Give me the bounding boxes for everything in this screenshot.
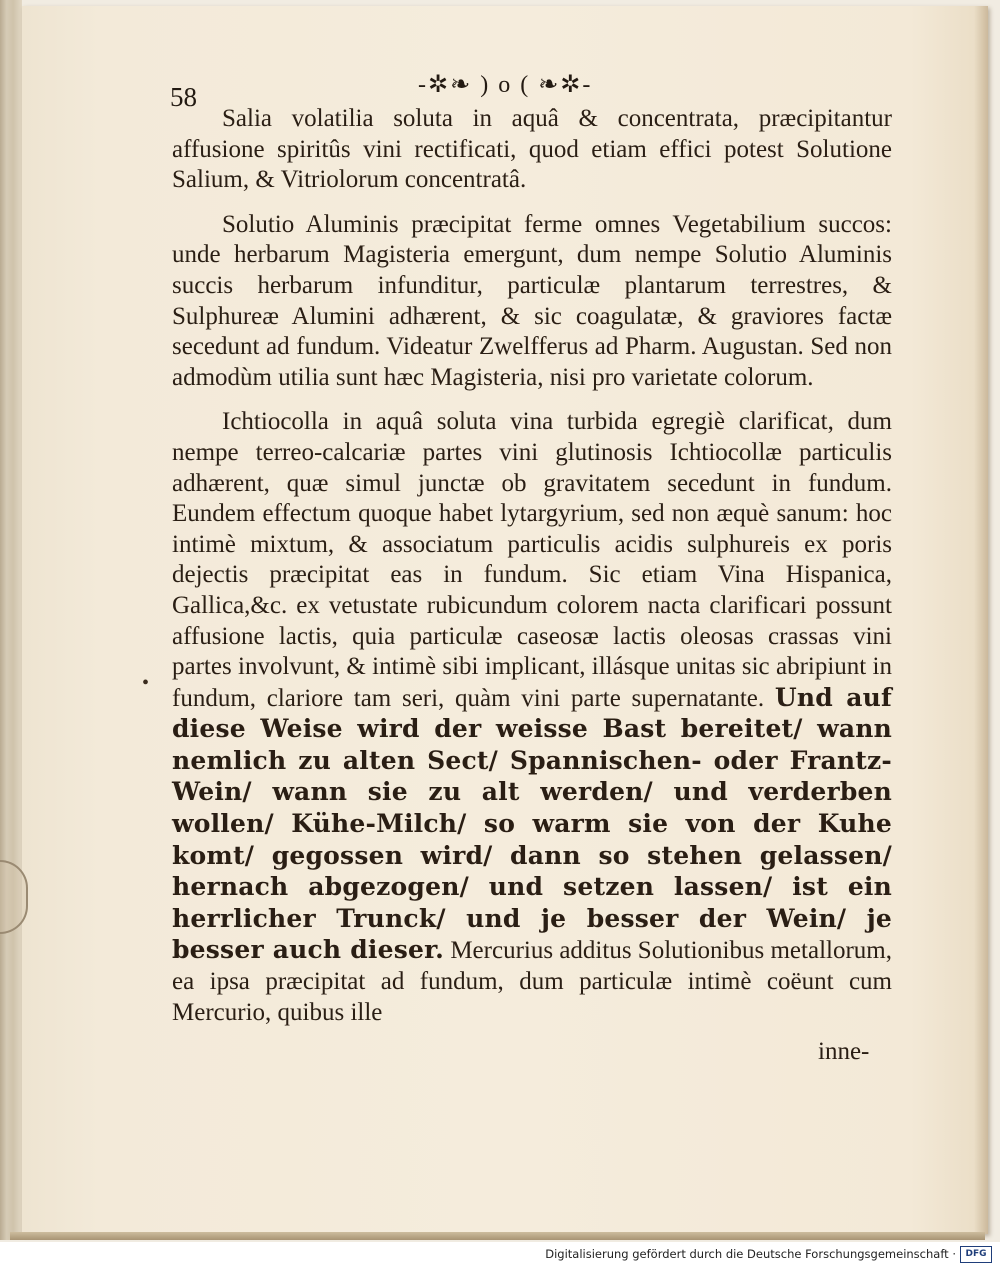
paragraph-3 [172,407,892,1028]
book-bottom-edge [10,1232,985,1240]
header-ornament: -✲❧ ) o ( ❧✲- [418,72,593,98]
margin-mark: • [142,672,150,694]
german-fraktur-passage: Und auf diese Weise wird der weisse Bast bereitet/ wann nemlich zu alten Sect/ Spannischen- oder Frantz-Wein/ wann sie zu alt werden/ und verderben wollen/ Kühe-Milch/ so warm sie von der Kuhe komt/ gegossen wird/ dann so stehen gelassen/ hernach abgezogen/ und setzen lassen/ ist ein herrlicher Trunck/ und je besser der Wein/ je besser auch dieser. [172,682,892,965]
page-number: 58 [170,82,197,112]
paragraph-2: Solutio Aluminis præcipitat ferme omnes Vegetabilium succos: unde herbarum Magisteria emergunt, dum nempe Solutio Aluminis succis herbarum infunditur, particulæ plantarum terrestres, & Sulphureæ Alumini adhærent, & sic coagulatæ, & graviores factæ secedunt ad fundum. Videatur Zwelfferus ad Pharm. Augustan. Sed non admodùm utilia sunt hæc Magisteria, nisi pro varietate colorum. [172,210,892,391]
closing-latin: Mercurius additus Solutionibus metallorum, ea ipsa præcipitat ad fundum, dum particulæ intimè coëunt cum Mercurio, quibus ille [172,937,892,1026]
page-shadow [974,6,988,1234]
paragraph-3-latin: Ichtiocolla in aquâ soluta vina turbida egregiè clarificat, dum nempe terreo-calcariæ partes vini glutinosis Ichtiocollæ particulis adhærent, quæ simul junctæ ob gravitatem secedunt in fundum. Eundem effectum quoque habet lytargyrium, sed non æquè sanum: hoc intimè mixtum, & associatum particulis acidis sulphureis ex poris dejectis præcipitat eas in fundum. Sic etiam Vina Hispanica, Gallica,&c. ex vetustate rubicundum colorem nacta clarificari possunt affusione lactis, quia particulæ caseosæ lactis oleosas crassas vini partes involvunt, & intimè sibi implicant, illásque unitas sic abripiunt in fundum, clariore tam seri, quàm vini parte supernatante. [172,408,892,712]
book-binding-edge [0,0,22,1240]
dfg-logo: DFG [960,1246,992,1263]
footer-credit: Digitalisierung gefördert durch die Deutsche Forschungsgemeinschaft · [545,1247,956,1261]
page-text [172,104,892,1028]
catchword: inne- [818,1038,870,1065]
paragraph-1: Salia volatilia soluta in aquâ & concentrata, præcipitantur affusione spiritûs vini rectificati, quod etiam effici potest Solutione Salium, & Vitriolorum concentratâ. [172,105,892,194]
